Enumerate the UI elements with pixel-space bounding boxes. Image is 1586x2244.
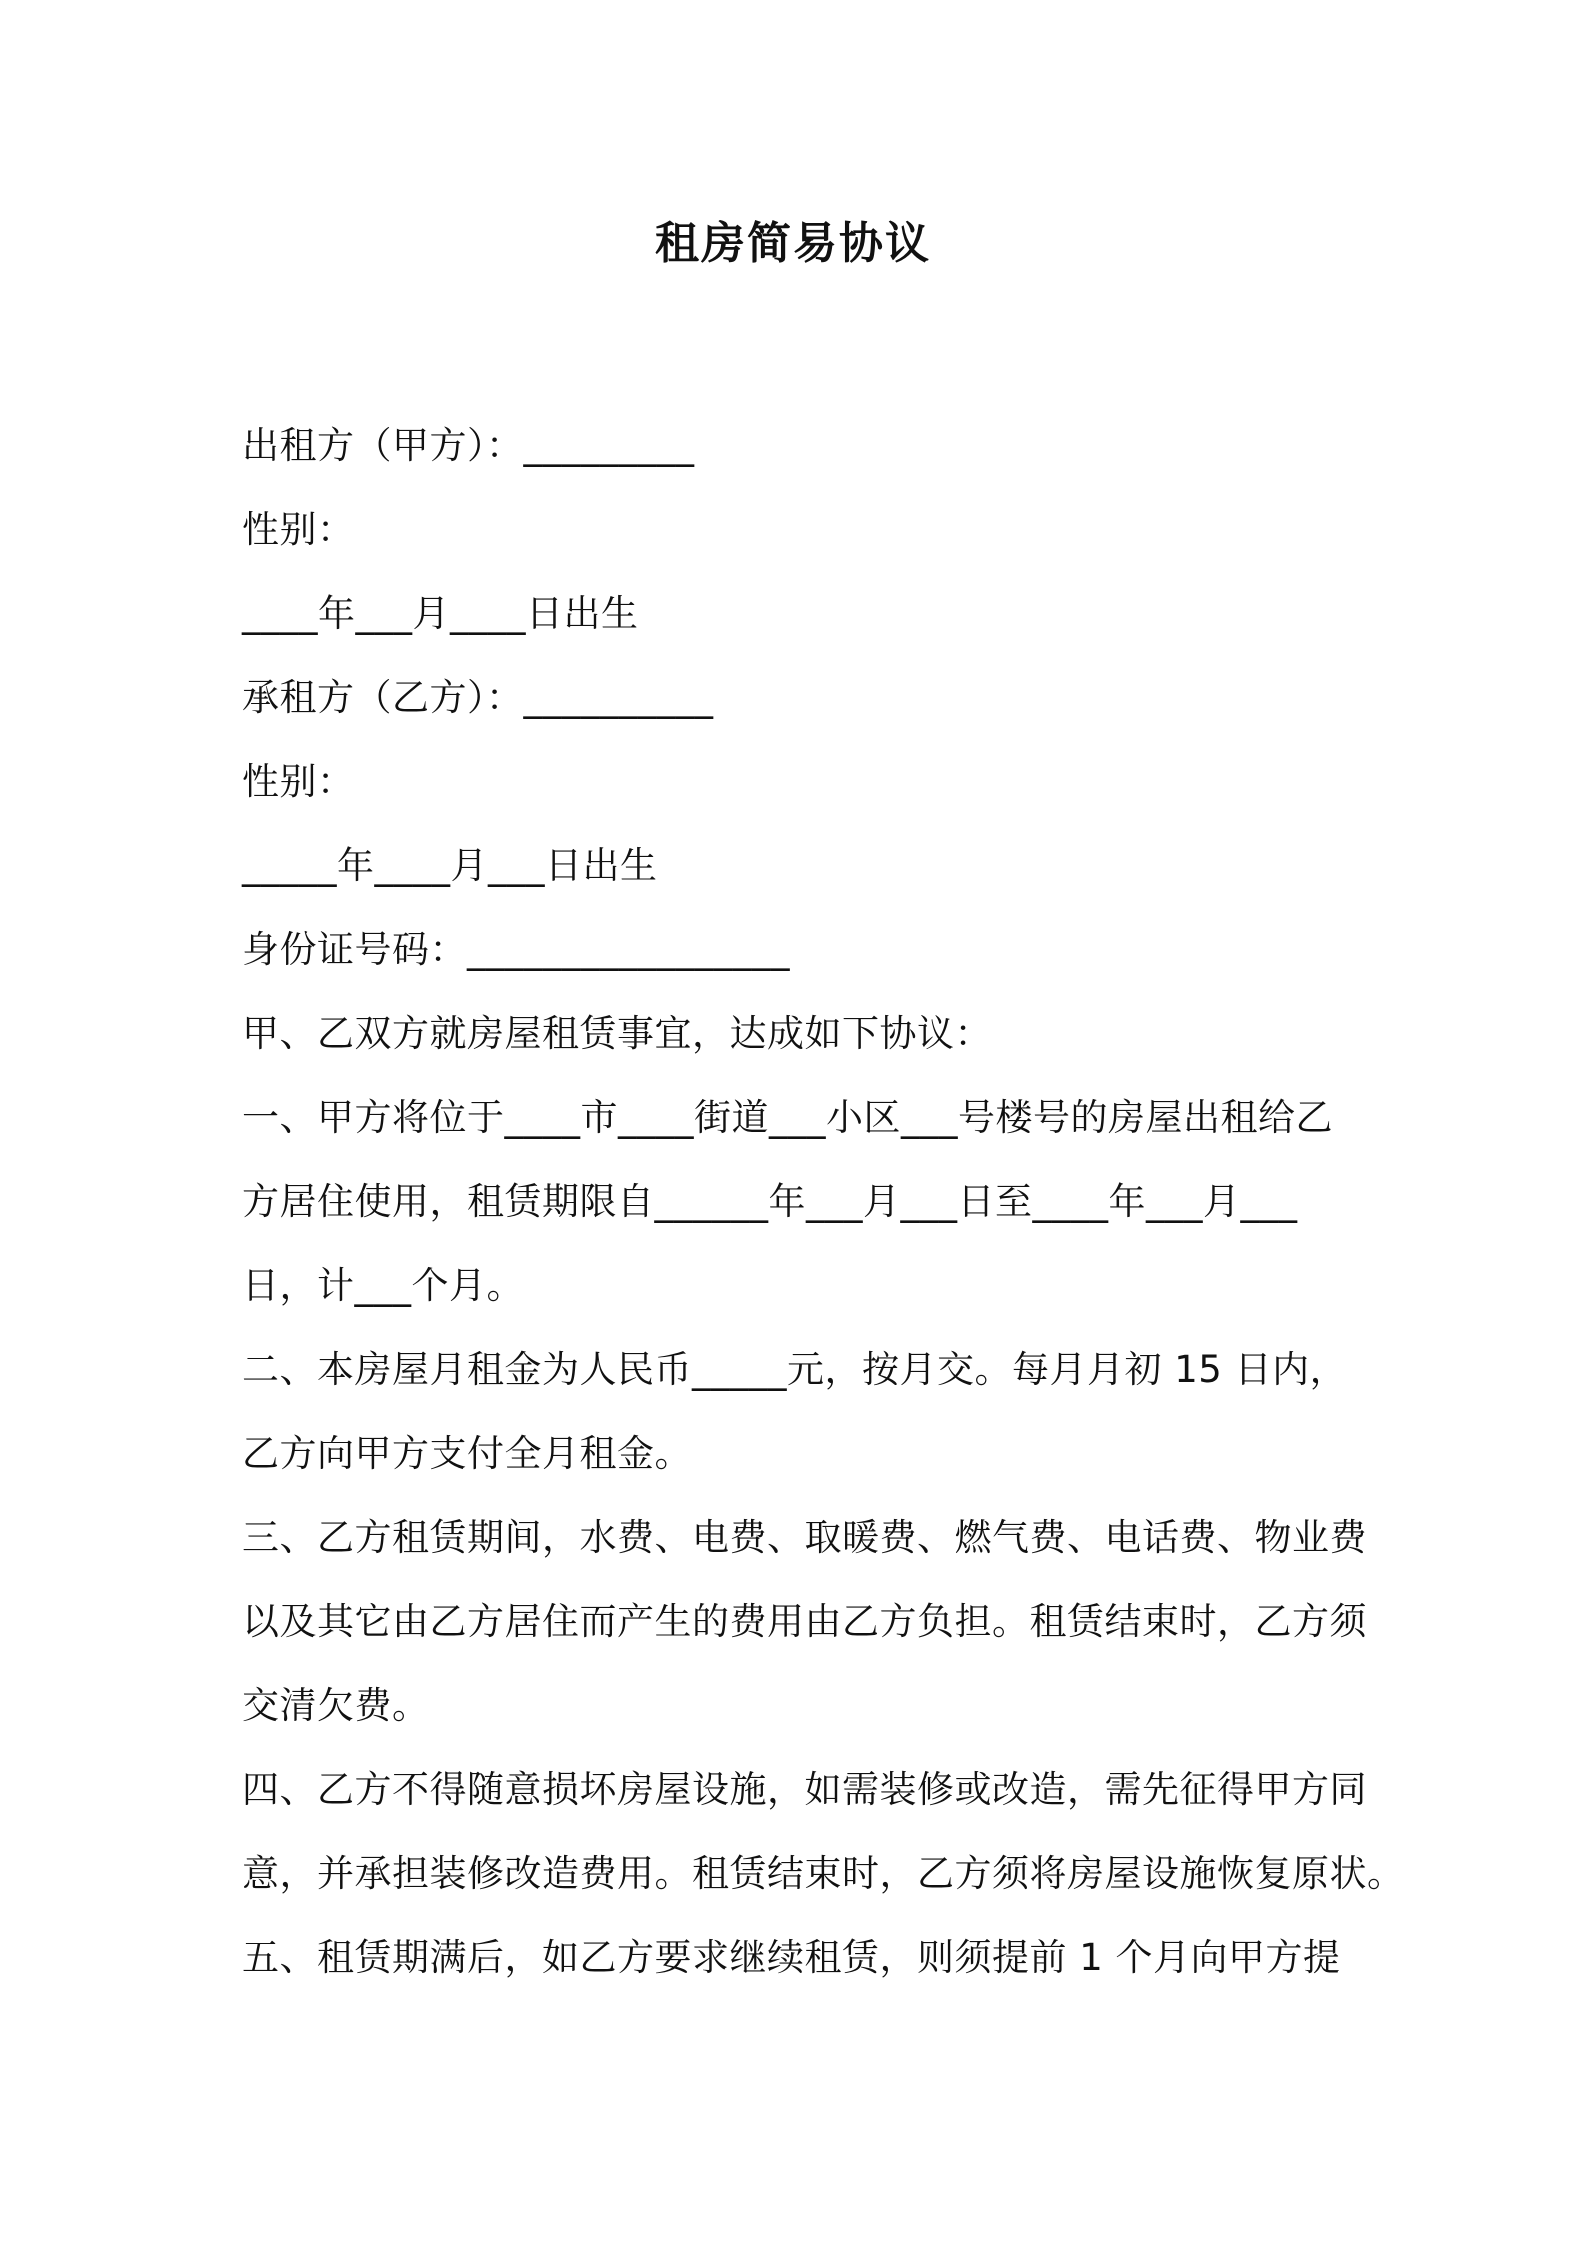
clause-5-line-1: 五、租赁期满后，如乙方要求继续租赁，则须提前 1 个月向甲方提 [242, 1936, 1341, 1979]
document-title: 租房简易协议 [655, 218, 931, 269]
clause-3-line-1: 三、乙方租赁期间，水费、电费、取暖费、燃气费、电话费、物业费 [242, 1516, 1367, 1559]
clause-1-line-2: 方居住使用，租赁期限自______年___月___日至____年___月___ [242, 1180, 1298, 1223]
lessor-line: 出租方（甲方）：_________ [242, 424, 695, 467]
lessee-birthdate-line: _____年____月___日出生 [242, 844, 658, 887]
clause-3-line-3: 交清欠费。 [242, 1684, 430, 1727]
lessee-line: 承租方（乙方）：__________ [242, 676, 714, 719]
lessee-gender-line: 性别： [242, 760, 355, 803]
clause-2-line-2: 乙方向甲方支付全月租金。 [242, 1432, 692, 1475]
clause-4-line-2: 意，并承担装修改造费用。租赁结束时，乙方须将房屋设施恢复原状。 [242, 1852, 1405, 1895]
clause-3-line-2: 以及其它由乙方居住而产生的费用由乙方负担。租赁结束时，乙方须 [242, 1600, 1367, 1643]
clause-1-line-1: 一、甲方将位于____市____街道___小区___号楼号的房屋出租给乙 [242, 1096, 1333, 1139]
clause-1-line-3: 日，计___个月。 [242, 1264, 524, 1307]
clause-2-line-1: 二、本房屋月租金为人民币_____元，按月交。每月月初 15 日内， [242, 1348, 1348, 1391]
document-body [242, 404, 1405, 2000]
lessor-birthdate-line: ____年___月____日出生 [242, 592, 639, 635]
id-number-line: 身份证号码：_________________ [242, 928, 790, 971]
clause-4-line-1: 四、乙方不得随意损坏房屋设施，如需装修或改造，需先征得甲方同 [242, 1768, 1367, 1811]
agreement-intro-line: 甲、乙双方就房屋租赁事宜，达成如下协议： [242, 1012, 992, 1055]
lessor-gender-line: 性别： [242, 508, 355, 551]
